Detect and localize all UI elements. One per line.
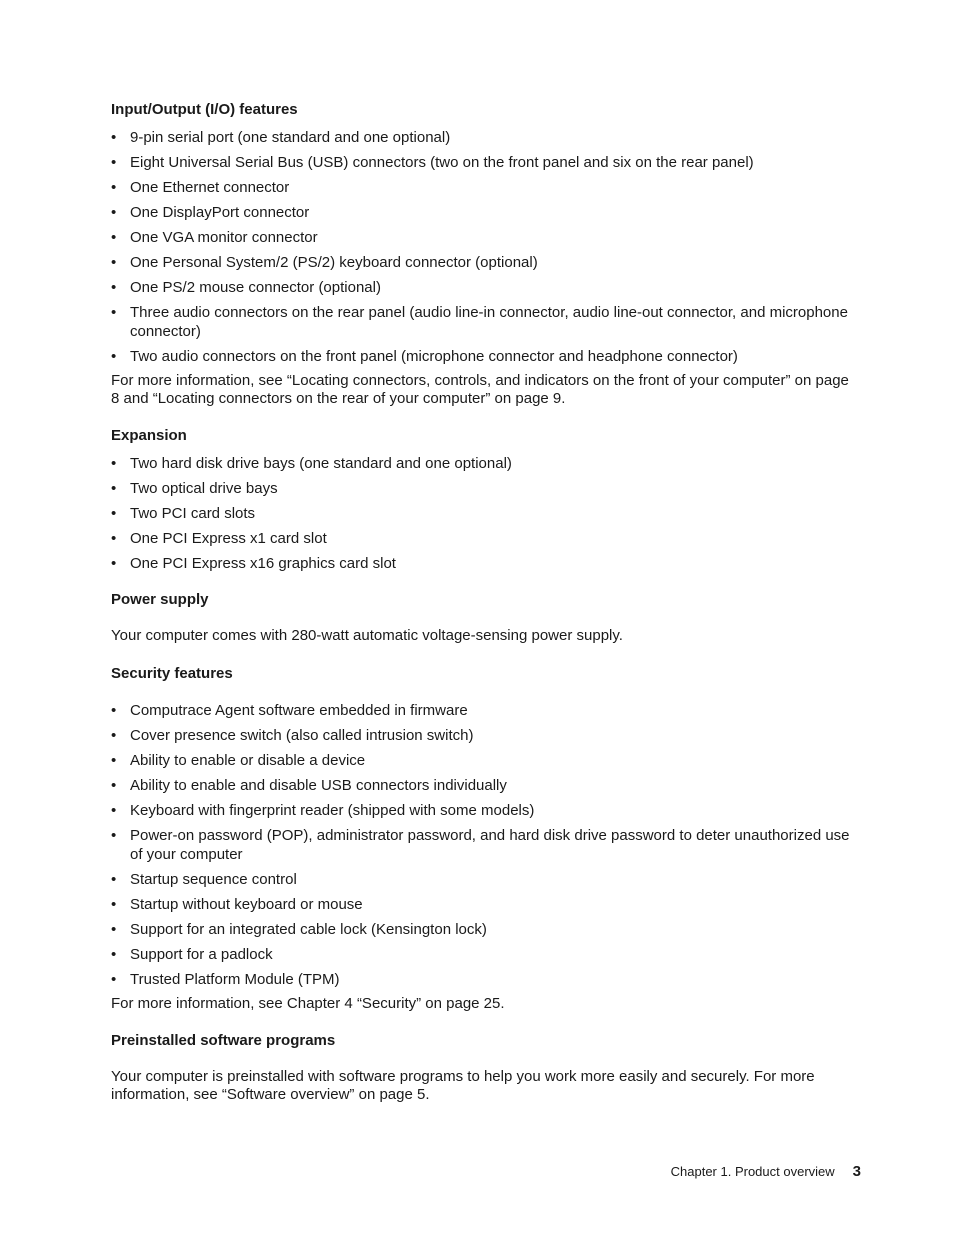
power-section	[111, 590, 861, 645]
list-item: • Support for a padlock	[111, 945, 861, 964]
software-heading: Preinstalled software programs	[111, 1032, 336, 1049]
security-heading: Security features	[111, 665, 233, 682]
list-item: • Two audio connectors on the front panel (microphone connector and headphone connector)	[111, 347, 861, 366]
software-text: Your computer is preinstalled with software programs to help you work more easily and securely. For more information, see “Software overview” on page 5.	[111, 1068, 815, 1103]
io-heading: Input/Output (I/O) features	[111, 101, 298, 118]
list-item: • One Ethernet connector	[111, 178, 861, 197]
io-reference-note: For more information, see “Locating connectors, controls, and indicators on the front of your computer” on page 8 and “Locating connectors on the rear of your computer” on page 9.	[111, 372, 849, 407]
security-list	[111, 701, 861, 989]
footer-chapter-label: Chapter 1. Product overview	[670, 1164, 835, 1179]
list-item: • Three audio connectors on the rear panel (audio line-in connector, audio line-out connector, and microphone connector)	[111, 303, 861, 341]
list-item: • One PCI Express x1 card slot	[111, 529, 861, 548]
list-item: • Two PCI card slots	[111, 504, 861, 523]
software-section	[111, 1031, 861, 1104]
list-item: • Eight Universal Serial Bus (USB) connectors (two on the front panel and six on the rear panel)	[111, 153, 861, 172]
list-item: • Ability to enable or disable a device	[111, 751, 861, 770]
list-item: • Two optical drive bays	[111, 479, 861, 498]
io-section	[111, 100, 861, 408]
security-section	[111, 664, 861, 1013]
list-item: • Keyboard with fingerprint reader (shipped with some models)	[111, 801, 861, 820]
expansion-section	[111, 426, 861, 573]
list-item: • Startup without keyboard or mouse	[111, 895, 861, 914]
page-footer	[671, 1163, 861, 1180]
document-page	[111, 100, 861, 1123]
list-item: • One VGA monitor connector	[111, 228, 861, 247]
list-item: • Two hard disk drive bays (one standard and one optional)	[111, 454, 861, 473]
list-item: • One Personal System/2 (PS/2) keyboard connector (optional)	[111, 253, 861, 272]
power-text: Your computer comes with 280-watt automatic voltage-sensing power supply.	[111, 627, 623, 644]
list-item: • Cover presence switch (also called intrusion switch)	[111, 726, 861, 745]
list-item: • Trusted Platform Module (TPM)	[111, 970, 861, 989]
page-number: 3	[852, 1163, 861, 1180]
list-item: • Power-on password (POP), administrator password, and hard disk drive password to deter unauthorized use of your computer	[111, 826, 861, 864]
security-reference-note: For more information, see Chapter 4 “Security” on page 25.	[111, 995, 505, 1012]
expansion-list	[111, 454, 861, 573]
list-item: • Computrace Agent software embedded in firmware	[111, 701, 861, 720]
list-item: • One PCI Express x16 graphics card slot	[111, 554, 861, 573]
power-heading: Power supply	[111, 591, 209, 608]
list-item: • Support for an integrated cable lock (Kensington lock)	[111, 920, 861, 939]
list-item: • One DisplayPort connector	[111, 203, 861, 222]
list-item: • Ability to enable and disable USB connectors individually	[111, 776, 861, 795]
list-item: • 9-pin serial port (one standard and one optional)	[111, 128, 861, 147]
list-item: • One PS/2 mouse connector (optional)	[111, 278, 861, 297]
list-item: • Startup sequence control	[111, 870, 861, 889]
io-list	[111, 128, 861, 366]
expansion-heading: Expansion	[111, 427, 187, 444]
